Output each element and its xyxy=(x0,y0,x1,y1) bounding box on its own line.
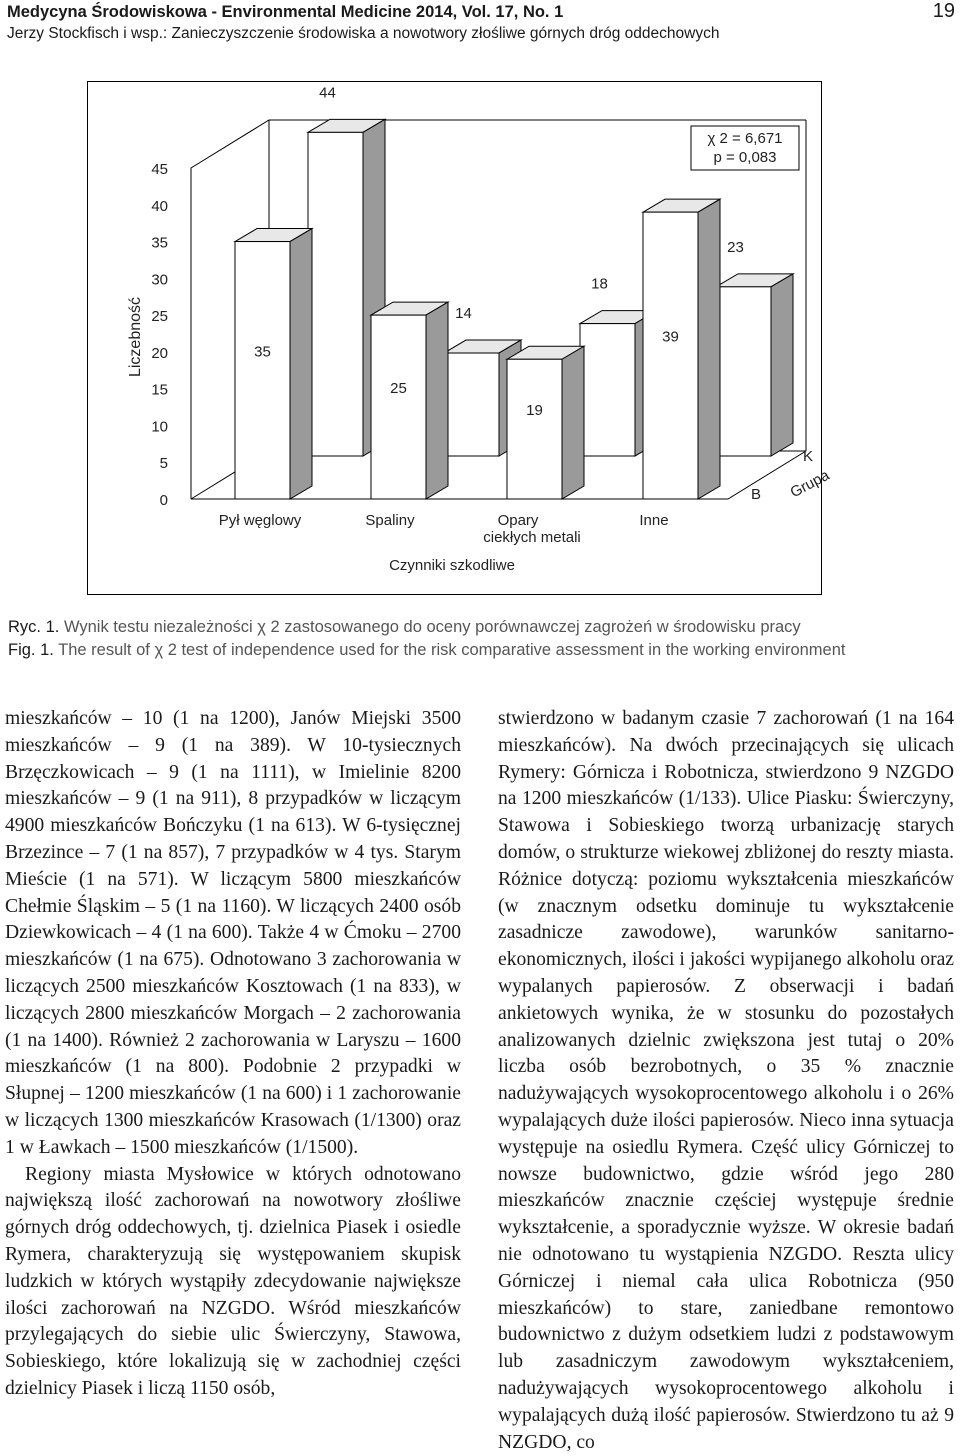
x-tick-label: Pył węglowy xyxy=(218,512,302,529)
data-label-k: 18 xyxy=(591,275,608,293)
paragraph: mieszkańców – 10 (1 na 1200), Janów Miejski 3500 mieszkańców – 9 (1 na 389). W 10-tysiecznych Brzęczkowicach – 9 (1 na 1111), w Imielinie 8200 mieszkańców – 9 (1 na 911), 8 przypadków w liczącym 4900 mieszkańców Bończyku (1 na 613). W 6-tysięcznej Brzezince – 7 (1 na 857), 7 przypadków w 4 tys. Starym Mieście (1 na 571). W liczącym 5800 mieszkańców Chełmie Śląskim – 5 (1 na 1160). W liczących 2400 osób Dziewkowicach – 4 (1 na 600). Także 4 w Ćmoku – 2700 mieszkańców (1 na 675). Odnotowano 3 zachorowania w liczących 2500 mieszkańców Kosztowach (1 na 833), w liczących 2800 mieszkańców Morgach – 2 zachorowania (1 na 1400). Również 2 zachorowania w Laryszu – 1600 mieszkańców (1 na 800). Podobnie 2 przypadki w Słupnej – 1200 mieszkańców (1 na 600) i 1 zachorowanie w liczących 1300 mieszkańców Krasowach (1/1300) oraz 1 w Ławkach – 1500 mieszkańców (1/1500). xyxy=(5,708,461,1158)
bar-b-side xyxy=(290,229,312,499)
y-axis-label: Liczebność xyxy=(127,296,144,378)
data-label-k: 14 xyxy=(455,305,472,323)
y-tick-label: 25 xyxy=(151,308,168,326)
x-tick-label: Inne xyxy=(639,512,669,529)
bar-k-side xyxy=(771,274,793,456)
bar-b-front xyxy=(371,315,426,499)
data-label-k: 23 xyxy=(727,238,744,256)
caption-polish-label: Ryc. 1. xyxy=(8,618,60,636)
bar-b-front xyxy=(507,359,562,499)
bar-k-front xyxy=(716,287,771,456)
caption-polish xyxy=(8,618,801,637)
z-tick-label: B xyxy=(750,486,762,503)
y-tick-label: 20 xyxy=(151,344,168,362)
bar-b-front xyxy=(643,212,698,499)
data-label-k: 44 xyxy=(319,84,336,102)
paragraph: stwierdzono w badanym czasie 7 zachorowań (1 na 164 mieszkańców). Na dwóch przecinających się ulicach Rymery: Górnicza i Robotnicza, stwierdzono 9 NZGDO na 1200 mieszkańców (1/133). Ulice Piasku: Świerczyny, Stawowa i Sobieskiego tworzą urbanizację starych domów, o strukturze wiekowej zbliżonej do reszty miasta. Różnice dotyczą: poziomu wykształcenia mieszkańców (w znacznym odsetku dominuje tu wykształcenie zasadnicze zawodowe), warunków sanitarno-ekonomicznych, ilości i jakości wypijanego alkoholu oraz wypalanych papierosów. Z obserwacji i badań ankietowych wynika, że w stosunku do pozostałych analizowanych dzielnic zwiększona jest tutaj o 20% liczba osób bezrobotnych, o 35 % znacznie nadużywających wysokoprocentowego alkoholu i o 26% wypalających duże ilości papierosów. Nieco inna sytuacja występuje na osiedlu Rymera. Część ulicy Górniczej to nowsze budownictwo, gdzie wśród jego 280 mieszkańców znacznie częściej występuje średnie wykształcenie, a sporadycznie wyższe. W okresie badań nie odnotowano tu wystąpienia NZGDO. Reszta ulicy Górniczej i niemal cała ulica Robotnicza (950 mieszkańców) to stare, zaniedbane remontowo budownictwo z dużym odsetkiem ludzi z podstawowym lub zasadniczym zawodowym wykształceniem, nadużywających wysokoprocentowego alkoholu i wypalających dużą ilość papierosów. Stwierdzono tu aż 9 NZGDO, co xyxy=(498,708,954,1453)
paragraph: Regiony miasta Mysłowice w których odnotowano największą ilość zachorowań na nowotwory złośliwe górnych dróg oddechowych, tj. dzielnica Piasek i osiedle Rymera, charakteryzują się występowaniem skupisk ludzkich w których wystąpiły zdecydowanie największe ilości zachorowań na NZGDO. Wśród mieszkańców przylegających do siebie ulic Świerczyny, Stawowa, Sobieskiego, które lokalizują się w zachodniej części dzielnicy Piasek i liczą 1150 osób, xyxy=(5,1163,461,1399)
bar-b-side xyxy=(562,346,584,499)
caption-polish-text: Wynik testu niezależności χ 2 zastosowanego do oceny porównawczej zagrożeń w środowisku pracy xyxy=(63,618,801,636)
bar-b-side xyxy=(698,199,720,499)
journal-header: Medycyna Środowiskowa - Environmental Medicine 2014, Vol. 17, No. 1 xyxy=(7,3,564,21)
x-tick-label: Opary xyxy=(497,512,539,529)
bar-b-front xyxy=(235,242,290,499)
body-column-right xyxy=(498,706,954,1456)
x-axis-label: Czynniki szkodliwe xyxy=(389,557,515,574)
bar-b-side xyxy=(426,302,448,499)
y-tick-label: 40 xyxy=(151,197,168,215)
stats-text: χ 2 = 6,671 xyxy=(707,130,783,147)
y-tick-label: 45 xyxy=(151,161,168,178)
data-label-b: 35 xyxy=(254,343,271,361)
y-tick-label: 15 xyxy=(151,381,168,399)
y-tick-label: 35 xyxy=(151,234,168,252)
y-tick-label: 10 xyxy=(151,418,168,436)
z-axis-label: Grupa xyxy=(787,466,833,502)
page-number: 19 xyxy=(932,0,955,22)
article-running-title: Jerzy Stockfisch i wsp.: Zanieczyszczenie środowiska a nowotwory złośliwe górnych dróg oddechowych xyxy=(7,25,720,42)
x-tick-label: Spaliny xyxy=(365,512,415,529)
bar-k-front xyxy=(580,324,635,456)
stats-text: p = 0,083 xyxy=(713,149,777,166)
z-tick-label: K xyxy=(802,448,814,465)
caption-english xyxy=(8,641,845,660)
bar-k-front xyxy=(308,132,363,456)
y-tick-label: 30 xyxy=(151,271,168,289)
y-tick-label: 0 xyxy=(159,492,168,509)
caption-english-text: The result of χ 2 test of independence used for the risk comparative assessment in the working environment xyxy=(58,641,846,659)
data-label-b: 25 xyxy=(390,380,407,398)
body-column-left xyxy=(5,706,461,1403)
y-tick-label: 5 xyxy=(159,455,168,473)
data-label-b: 39 xyxy=(662,328,679,346)
caption-english-label: Fig. 1. xyxy=(8,641,54,659)
bar-chart-3d xyxy=(0,0,960,620)
data-label-b: 19 xyxy=(526,402,543,420)
bar-k-front xyxy=(444,353,499,456)
x-tick-label: ciekłych metali xyxy=(483,529,581,546)
